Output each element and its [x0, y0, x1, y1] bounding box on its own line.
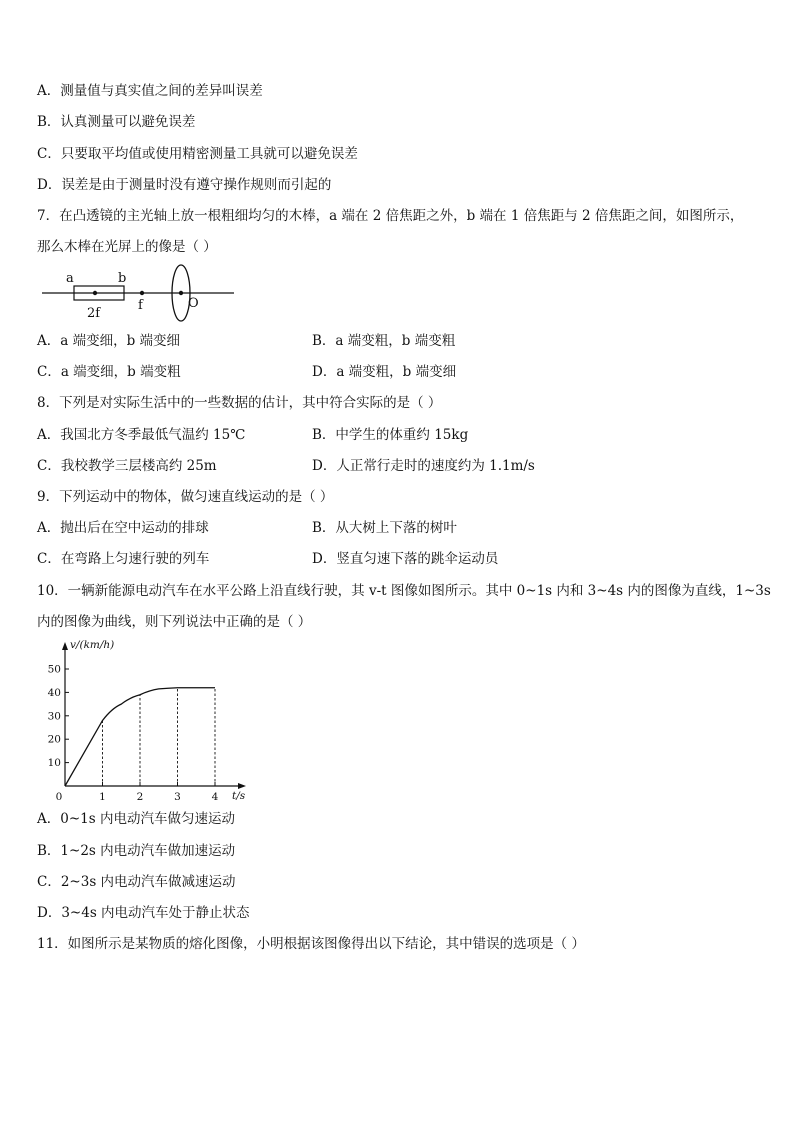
q6-option-c: C．只要取平均值或使用精密测量工具就可以避免误差	[37, 146, 358, 162]
q8-option-d: D．人正常行走时的速度约为 1.1m/s	[312, 458, 535, 474]
q8-stem: 8．下列是对实际生活中的一些数据的估计，其中符合实际的是（ ）	[37, 395, 442, 411]
point-2f	[93, 291, 97, 295]
x-tick-label: 2	[136, 791, 144, 803]
y-tick-label: 30	[47, 710, 61, 723]
x-tick-label: 3	[174, 791, 181, 803]
q7-option-c: C．a 端变细，b 端变粗	[37, 364, 181, 380]
q10-option-b: B．1~2s 内电动汽车做加速运动	[37, 843, 236, 859]
q6-option-d: D．误差是由于测量时没有遵守操作规则而引起的	[37, 177, 332, 193]
q9-option-d: D．竖直匀速下落的跳伞运动员	[312, 551, 499, 567]
q10-vt-chart	[40, 636, 260, 806]
q7-stem-line1: 7．在凸透镜的主光轴上放一根粗细均匀的木棒，a 端在 2 倍焦距之外，b 端在 1 倍焦距与 2 倍焦距之间，如图所示，	[37, 208, 744, 224]
q7-option-d: D．a 端变粗，b 端变细	[312, 364, 457, 380]
q6-option-b: B．认真测量可以避免误差	[37, 114, 196, 130]
q9-option-a: A．抛出后在空中运动的排球	[37, 520, 209, 536]
label-o: O	[188, 296, 199, 311]
q10-option-c: C．2~3s 内电动汽车做减速运动	[37, 874, 236, 890]
q10-option-a: A．0~1s 内电动汽车做匀速运动	[37, 811, 235, 827]
q8-option-a: A．我国北方冬季最低气温约 15℃	[37, 427, 246, 443]
q9-stem: 9．下列运动中的物体，做匀速直线运动的是（ ）	[37, 489, 334, 505]
q7-stem-line2: 那么木棒在光屏上的像是（ ）	[37, 239, 217, 255]
q8-option-b: B．中学生的体重约 15kg	[312, 427, 469, 443]
label-2f: 2f	[87, 306, 101, 321]
q9-option-c: C．在弯路上匀速行驶的列车	[37, 551, 210, 567]
q7-option-b: B．a 端变粗，b 端变粗	[312, 333, 456, 349]
y-axis-arrow	[62, 642, 68, 650]
label-f: f	[138, 298, 143, 313]
y-tick-label: 10	[47, 757, 61, 770]
q10-stem-line1: 10．一辆新能源电动汽车在水平公路上沿直线行驶，其 v-t 图像如图所示。其中 0~1s 内和 3~4s 内的图像为直线，1~3s	[37, 583, 771, 599]
x-axis-arrow	[238, 783, 246, 789]
q7-lens-figure	[38, 262, 238, 324]
y-tick-label: 20	[47, 733, 61, 746]
point-f	[140, 291, 144, 295]
point-o	[179, 291, 183, 295]
q7-option-a: A．a 端变细，b 端变细	[37, 333, 181, 349]
q10-option-d: D．3~4s 内电动汽车处于静止状态	[37, 905, 250, 921]
q10-stem-line2: 内的图像为曲线，则下列说法中正确的是（ ）	[37, 614, 312, 630]
x-tick-label: 4	[211, 791, 219, 803]
q8-option-c: C．我校教学三层楼高约 25m	[37, 458, 217, 474]
label-b: b	[118, 271, 127, 286]
y-axis-label: v/(km/h)	[70, 639, 115, 651]
x-tick-label: 1	[99, 791, 106, 803]
label-a: a	[66, 271, 74, 286]
y-tick-label: 40	[47, 686, 61, 699]
y-tick-label: 50	[47, 663, 61, 676]
q6-option-a: A．测量值与真实值之间的差异叫误差	[37, 83, 263, 99]
q9-option-b: B．从大树上下落的树叶	[312, 520, 457, 536]
origin-label: 0	[55, 791, 63, 803]
q11-stem: 11．如图所示是某物质的熔化图像，小明根据该图像得出以下结论，其中错误的选项是（ ）	[37, 936, 585, 952]
x-axis-label: t/s	[232, 790, 246, 802]
